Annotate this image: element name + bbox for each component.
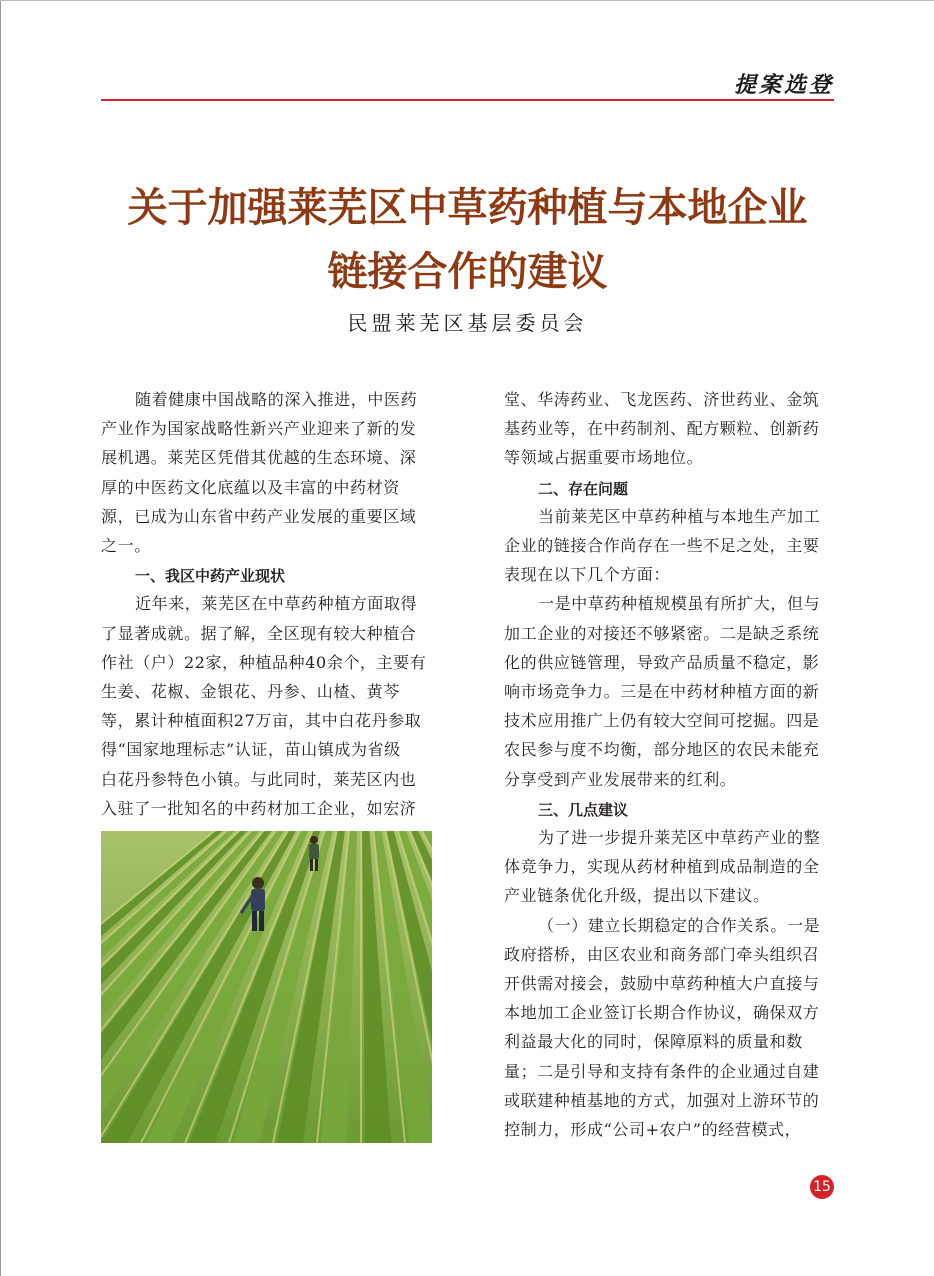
body-text-line: 分享受到产业发展带来的红利。 [504,769,737,789]
field-photo-image [101,831,432,1143]
body-text-line: 利益最大化的同时，保障原料的质量和数 [504,1032,803,1052]
body-text-line: 控制力，形成“公司+农户”的经营模式， [504,1120,802,1139]
body-text-line: 厚的中医药文化底蕴以及丰富的中药材资 [101,477,400,497]
body-text-line: 产业链条优化升级，提出以下建议。 [504,886,770,906]
body-text-line: 当前莱芜区中草药种植与本地生产加工 [538,506,821,526]
body-text-line: 政府搭桥，由区农业和商务部门牵头组织召 [504,944,820,964]
body-text-line: 堂、华涛药业、飞龙医药、济世药业、金筑 [504,390,820,409]
body-text-line: 了显著成就。据了解，全区现有较大种植合 [101,623,417,643]
body-text-line: 体竞争力，实现从药材种植到成品制造的全 [504,857,820,877]
body-text-line: 之一。 [101,536,151,555]
article-title-line-1: 关于加强莱芜区中草药种植与本地企业 [127,185,808,231]
body-text-line: 或联建种植基地的方式，加强对上游环节的 [504,1090,820,1110]
body-text-line: 响市场竞争力。三是在中药材种植方面的新 [504,682,820,701]
body-text-line: 展机遇。莱芜区凭借其优越的生态环境、深 [101,448,417,468]
body-text-line: 入驻了一批知名的中药材加工企业，如宏济 [101,798,417,818]
section-heading: 三、几点建议 [538,800,629,819]
body-text-line: 农民参与度不均衡，部分地区的农民未能充 [504,740,820,760]
field-photo [101,831,432,1143]
section-tag: 提案选登 [733,72,834,98]
body-text-line: 一是中草药种植规模虽有所扩大，但与 [538,594,821,614]
body-text-line: 源，已成为山东省中药产业发展的重要区域 [101,506,417,526]
body-text-line: 产业作为国家战略性新兴产业迎来了新的发 [101,419,417,439]
body-text-line: （一）建立长期稳定的合作关系。一是 [538,915,821,935]
body-text-line: 随着健康中国战略的深入推进，中医药 [135,390,418,409]
body-text-line: 近年来，莱芜区在中草药种植方面取得 [135,594,418,614]
body-text-line: 等领域占据重要市场地位。 [504,448,704,468]
body-text-line: 本地加工企业签订长期合作协议，确保双方 [504,1003,820,1023]
body-text-line: 表现在以下几个方面： [504,565,671,585]
body-text-line: 化的供应链管理，导致产品质量不稳定，影 [504,652,820,672]
article-title-line-2: 链接合作的建议 [327,249,608,295]
body-text-line: 量；二是引导和支持有条件的企业通过自建 [504,1061,820,1081]
page-number: 15 [810,1175,834,1199]
body-text-line: 生姜、花椒、金银花、丹参、山楂、黄芩 [101,682,400,701]
body-text-line: 基药业等，在中药制剂、配方颗粒、创新药 [504,419,820,439]
body-text-line: 作社（户）22家，种植品种40余个，主要有 [101,652,427,672]
body-text-line: 得“国家地理标志”认证，苗山镇成为省级 [101,740,401,760]
body-text-line: 为了进一步提升莱芜区中草药产业的整 [538,828,821,847]
section-heading: 一、我区中药产业现状 [135,567,286,586]
page-border-top [0,0,934,1]
body-text-line: 开供需对接会，鼓励中草药种植大户直接与 [504,974,820,993]
page-border [0,0,1,1276]
section-heading: 二、存在问题 [538,479,629,498]
article-author: 民盟莱芜区基层委员会 [347,311,588,335]
body-text-line: 加工企业的对接还不够紧密。二是缺乏系统 [504,623,820,643]
header-rule [101,99,834,101]
body-text-line: 企业的链接合作尚存在一些不足之处，主要 [504,536,820,555]
body-text-line: 技术应用推广上仍有较大空间可挖掘。四是 [504,711,820,731]
body-text-line: 白花丹参特色小镇。与此同时，莱芜区内也 [101,769,417,789]
body-text-line: 等，累计种植面积27万亩，其中白花丹参取 [101,711,422,731]
